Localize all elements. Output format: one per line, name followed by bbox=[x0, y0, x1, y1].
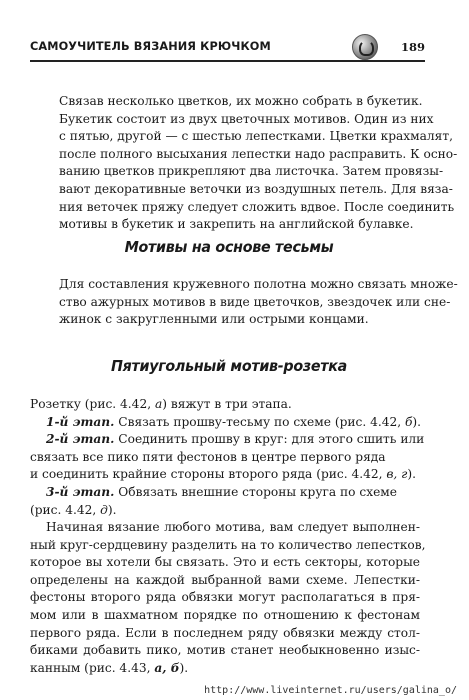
text-line: связать все пико пяти фестонов в центре первого ряда bbox=[30, 449, 386, 464]
section-heading-pentagon-rosette: Пятиугольный мотив-розетка bbox=[110, 357, 348, 375]
source-url-watermark: http://www.liveinternet.ru/users/galina_o/ bbox=[204, 685, 457, 696]
text-line: ванию цветков прикрепляют два листочка. Затем провязы- bbox=[59, 164, 444, 179]
text-line: ния веточек пряжу следует сложить вдвое. После соединить bbox=[59, 199, 455, 214]
stages-block bbox=[30, 396, 428, 519]
text-line: ный круг-сердцевину разделить на то количество лепестков, bbox=[30, 537, 426, 552]
figure-ref: д bbox=[100, 502, 108, 517]
running-title: САМОУЧИТЕЛЬ ВЯЗАНИЯ КРЮЧКОМ bbox=[30, 40, 271, 53]
text-line: жинок с закругленными или острыми концами. bbox=[59, 312, 369, 327]
text-line: биками добавить пико, мотив станет необыкновенно изыс- bbox=[30, 643, 420, 658]
text-line: мотивы в букетик и закрепить на английской булавке. bbox=[59, 217, 414, 232]
text-line: с пятью, другой — с шестью лепестками. Цветки крахмалят, bbox=[59, 129, 453, 144]
text-line: вают декоративные веточки из воздушных петель. Для вяза- bbox=[59, 181, 453, 196]
text-line: после полного высыхания лепестки надо расправить. К осно- bbox=[59, 146, 458, 161]
stage-2-line: 2-й этап. Соединить прошву в круг: для этого сшить или bbox=[46, 432, 425, 447]
text-line: ство ажурных мотивов в виде цветочков, звездочек или сне- bbox=[59, 294, 451, 309]
text-line: первого ряда. Если в последнем ряду обвязки между стол- bbox=[30, 625, 420, 640]
page-number: 189 bbox=[400, 40, 425, 54]
book-emblem-icon bbox=[352, 34, 378, 60]
text-line: Начиная вязание любого мотива, вам следует выполнен- bbox=[46, 520, 420, 534]
stage-1-line: 1-й этап. Связать прошву-тесьму по схеме (рис. 4.42, б). bbox=[46, 414, 422, 429]
text-line: фестоны второго ряда обвязки могут располагаться в пря- bbox=[30, 590, 420, 605]
figure-ref: б bbox=[404, 414, 413, 429]
text-line: определены на каждой выбранной вами схеме. Лепестки- bbox=[30, 572, 420, 587]
figure-ref: в, г bbox=[386, 467, 408, 482]
figure-ref: а bbox=[154, 397, 163, 411]
paragraph-sectors bbox=[30, 519, 426, 677]
text-line: Связав несколько цветков, их можно собрать в букетик. bbox=[59, 94, 423, 108]
section-heading-tape-motifs: Мотивы на основе тесьмы bbox=[124, 238, 334, 256]
paragraph-bouquet bbox=[59, 93, 458, 234]
text-line: которое вы хотели бы связать. Это и есть секторы, которые bbox=[30, 555, 420, 570]
paragraph-lace bbox=[59, 276, 458, 329]
stage-3-line: 3-й этап. Обвязать внешние стороны круга по схеме bbox=[46, 484, 397, 499]
text-line: Букетик состоит из двух цветочных мотивов. Один из них bbox=[59, 111, 434, 126]
text-line: и соединить крайние стороны второго ряда (рис. 4.42, в, г). bbox=[30, 467, 416, 482]
stage-label: 1-й этап. bbox=[46, 414, 115, 429]
running-header bbox=[30, 38, 425, 62]
text-line: канным (рис. 4.43, а, б). bbox=[30, 660, 189, 675]
text-line: Для составления кружевного полотна можно связать множе- bbox=[59, 277, 458, 291]
stage-label: 3-й этап. bbox=[46, 484, 115, 499]
stage-label: 2-й этап. bbox=[46, 432, 115, 447]
figure-ref: а, б bbox=[154, 660, 180, 675]
text-line: мом или в шахматном порядке по отношению к фестонам bbox=[30, 607, 420, 622]
text-line: (рис. 4.42, д). bbox=[30, 502, 117, 517]
intro-line: Розетку (рис. 4.42, а) вяжут в три этапа. bbox=[30, 397, 292, 411]
